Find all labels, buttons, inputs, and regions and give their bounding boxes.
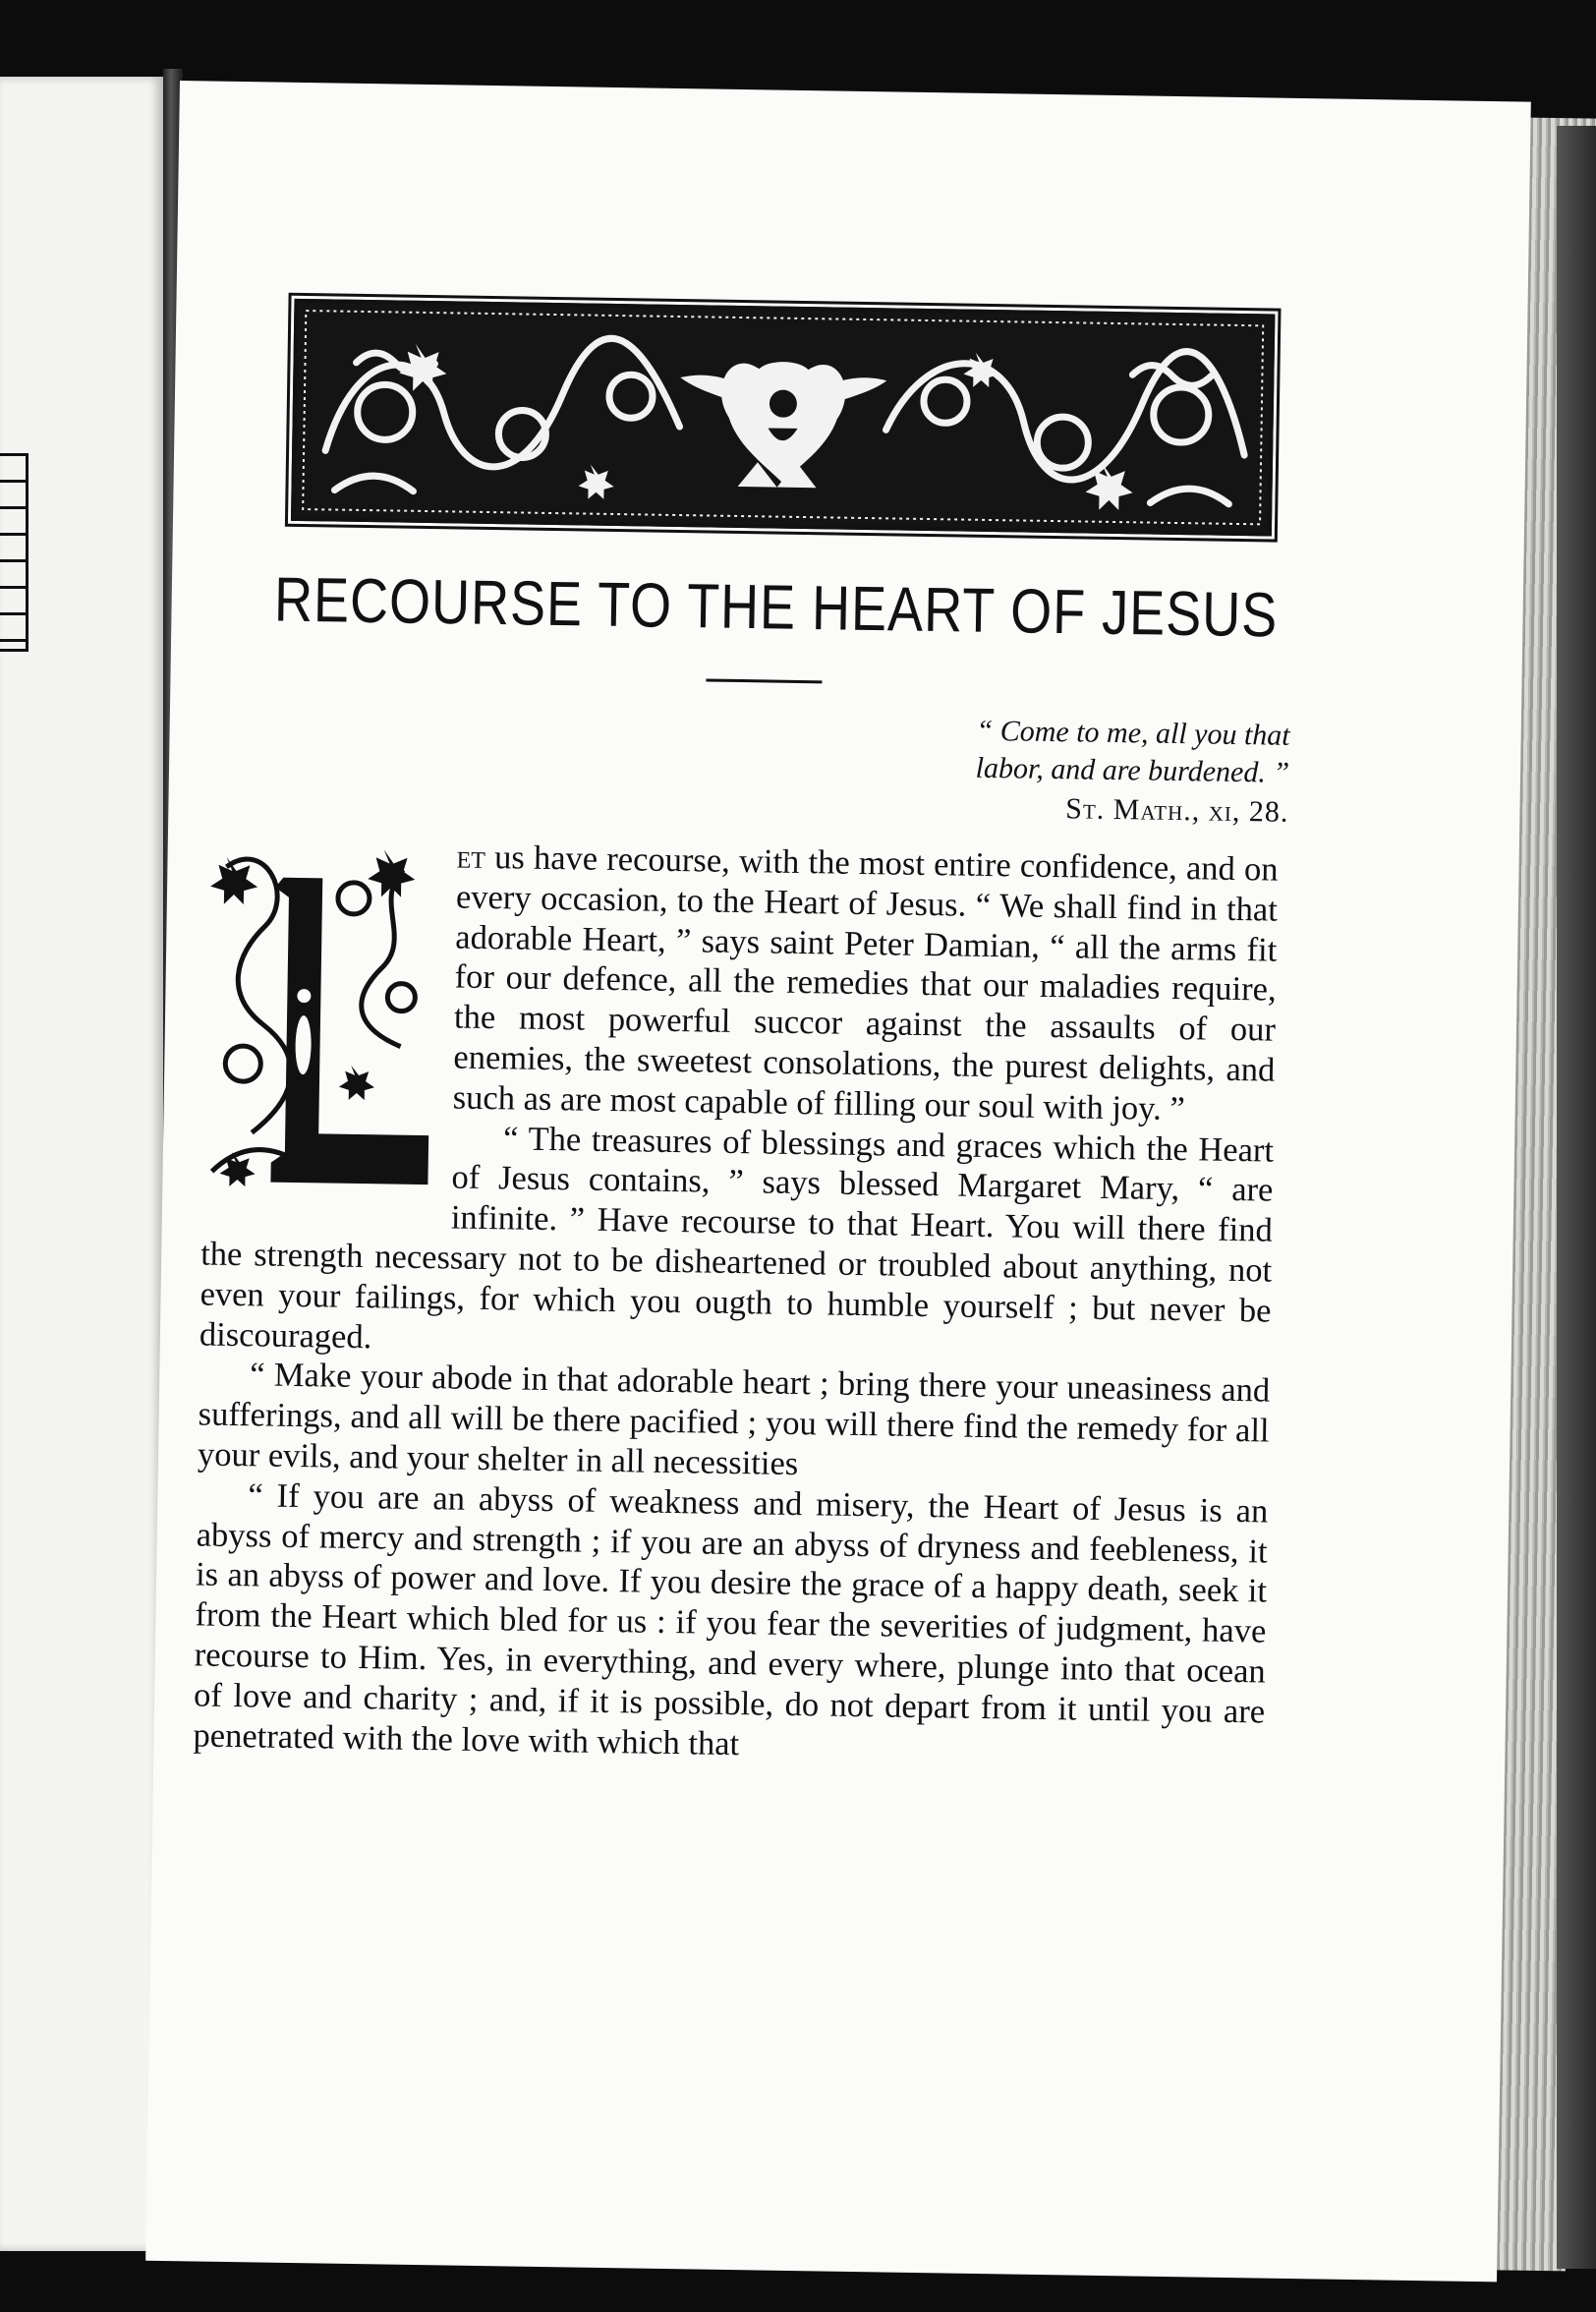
body-text bbox=[193, 834, 1279, 1772]
paragraph-3: “ Make your abode in that adorable heart ; bring there your uneasiness and sufferings, and all will be there pacified ; you will there find the remedy for all your evils, and your shelter in all necessities bbox=[197, 1356, 1271, 1483]
book-cover-edge bbox=[1557, 126, 1596, 2269]
book-page bbox=[145, 81, 1531, 2282]
paragraph-1-lead: et bbox=[456, 838, 486, 876]
epigraph-line-1: “ Come to me, all you that bbox=[976, 714, 1290, 752]
page-title: RECOURSE TO THE HEART OF JESUS bbox=[273, 564, 1279, 651]
left-facing-page bbox=[0, 77, 163, 2251]
paragraph-1-text: us have recourse, with the most entire confidence, and on every occasion, to the Heart of Jesus. “ We shall find in that adorable Heart, ” says saint Peter Damian, “ all the arms fit for our defence, all the remedies that our maladies require, the most powerful succor against the assaults of our enemies, the sweetest consolations, the purest delights, and such as are most capable of filling our soul with joy. ” bbox=[452, 838, 1279, 1127]
epigraph bbox=[718, 709, 1290, 832]
left-page-table-fragment bbox=[0, 453, 28, 652]
paragraph-4: “ If you are an abyss of weakness and misery, the Heart of Jesus is an abyss of mercy and strength ; if you are an abyss of dryness and feebleness, it is an abyss of power and love. If you desire the grace of a happy death, seek it from the Heart which bled for us : if you fear the severities of judgment, have recourse to Him. Yes, in everything, and every where, plunge into that ocean of love and charity ; and, if it is possible, do not depart from it until you are penetrated with the love with which that bbox=[193, 1476, 1269, 1763]
paragraph-2: “ The treasures of blessings and graces which the Heart of Jesus contains, ” says blessed Margaret Mary, “ are infinite. ” Have recourse to that Heart. You will there find the strength necessary not to be disheartened or troubled about anything, not even your failings, for which you ougth to humble yourself ; but never be discouraged. bbox=[199, 1119, 1275, 1356]
epigraph-citation: St. Math., xi, 28. bbox=[1065, 792, 1289, 829]
illuminated-initial-icon bbox=[201, 838, 441, 1205]
pelican-foliage-ornament-icon bbox=[291, 299, 1275, 537]
epigraph-line-2: labor, and are burdened. ” bbox=[975, 751, 1290, 789]
title-divider bbox=[706, 678, 822, 683]
